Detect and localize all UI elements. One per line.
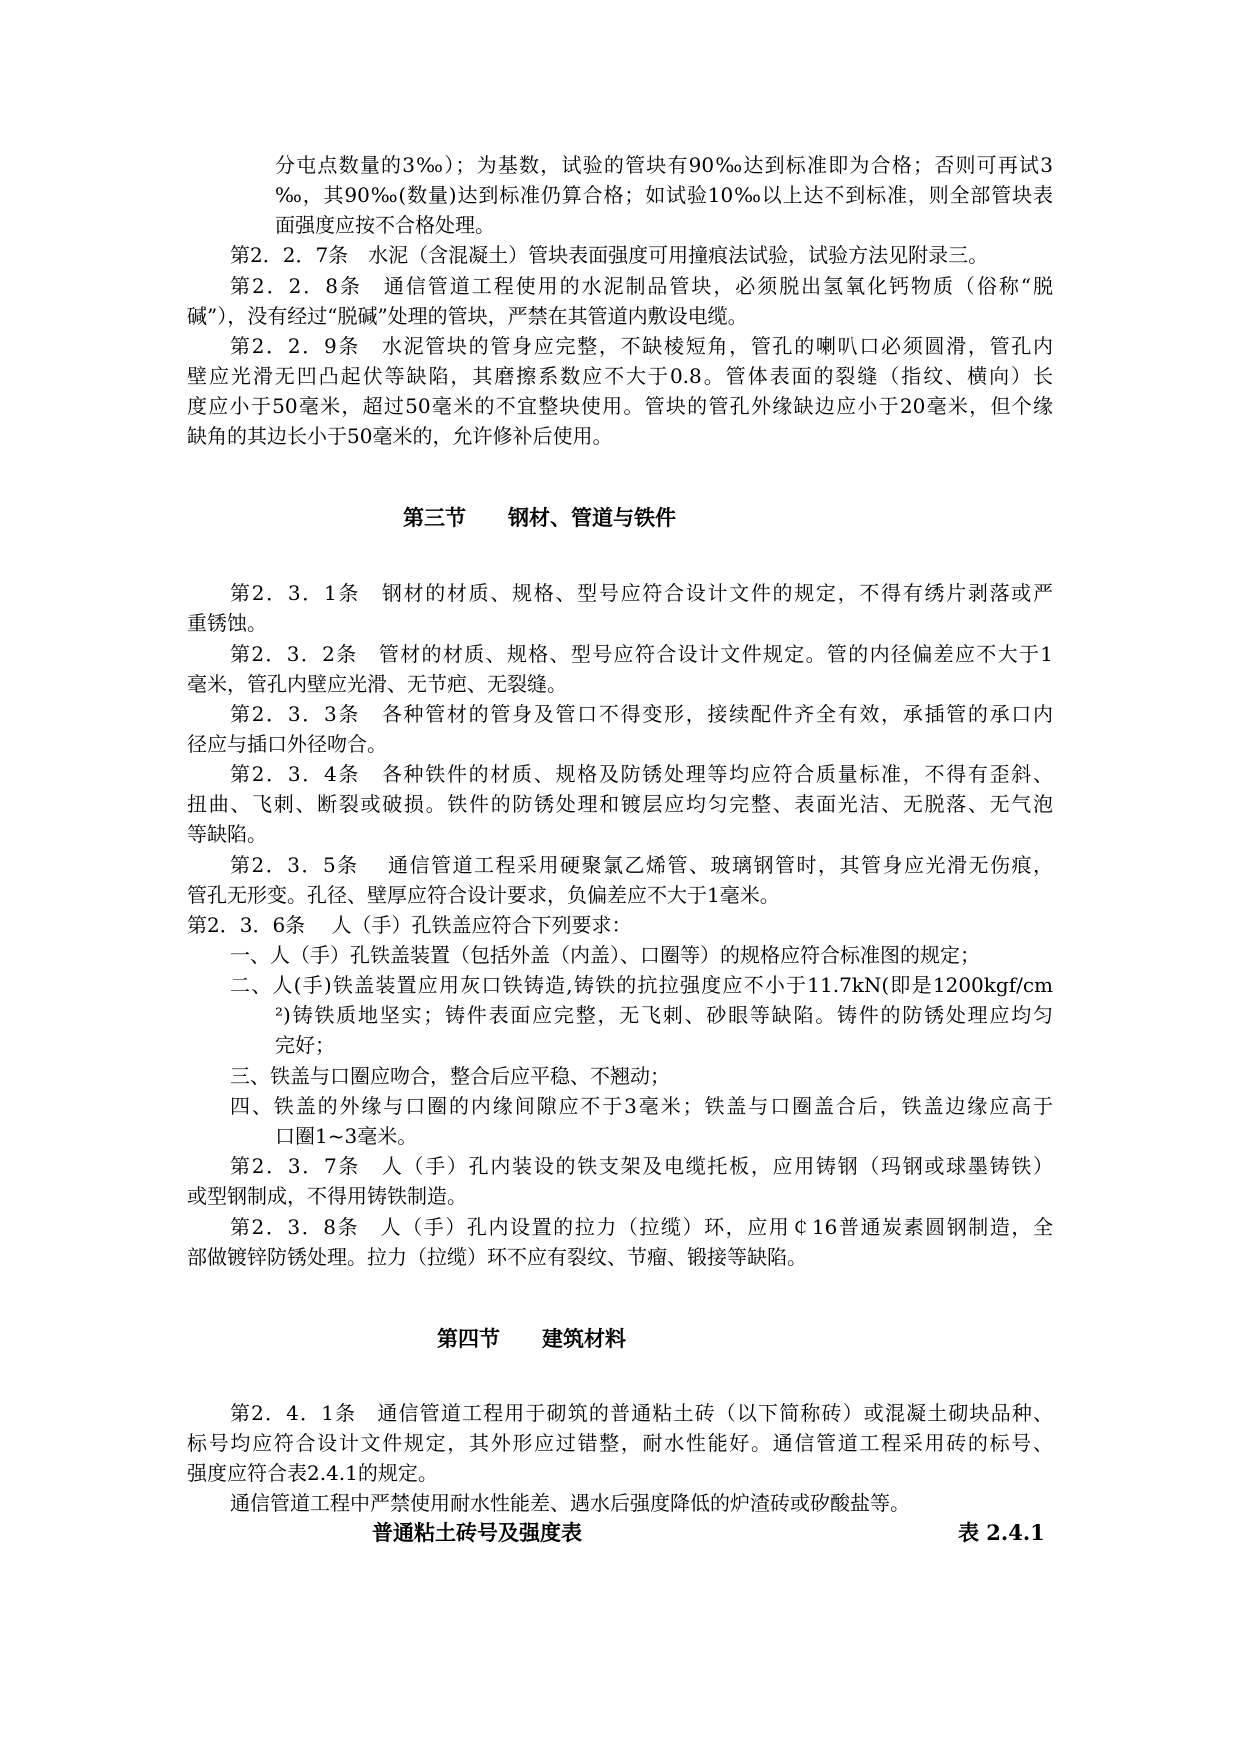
text-line: 通信管道工程中严禁使用耐水性能差、遇水后强度降低的炉渣砖或矽酸盐等。 [230, 1491, 910, 1515]
clause-2-3-1: 第2．3．1条 钢材的材质、规格、型号应符合设计文件的规定，不得有绣片剥落或严 [230, 581, 1053, 605]
text-line: 扭曲、飞刺、断裂或破损。铁件的防锈处理和镀层应均匀完整、表面光洁、无脱落、无气泡 [187, 792, 1053, 816]
list-item-3: 三、铁盖与口圈应吻合，整合后应平稳、不翘动； [230, 1064, 670, 1088]
section-heading-4: 第四节 建筑材料 [437, 1326, 626, 1351]
clause-2-3-4: 第2．3．4条 各种铁件的材质、规格及防锈处理等均应符合质量标准，不得有歪斜、 [230, 762, 1053, 786]
text-line: 重锈蚀。 [187, 611, 267, 635]
text-line: 等缺陷。 [187, 822, 267, 846]
text-line: 毫米，管孔内壁应光滑、无节疤、无裂缝。 [187, 672, 567, 696]
text-line: 口圈1~3毫米。 [275, 1124, 418, 1148]
table-caption: 普通粘土砖号及强度表 [372, 1520, 582, 1545]
text-line: ²)铸铁质地坚实；铸件表面应完整，无飞刺、砂眼等缺陷。铸件的防锈处理应均匀 [275, 1003, 1053, 1027]
text-line: 或型钢制成，不得用铸铁制造。 [187, 1184, 467, 1208]
list-item-4: 四、铁盖的外缘与口圈的内缘间隙应不于3毫米；铁盖与口圈盖合后，铁盖边缘应高于 [230, 1094, 1053, 1118]
text-line: ‰，其90‰(数量)达到标准仍算合格；如试验10‰以上达不到标准，则全部管块表 [275, 183, 1053, 207]
clause-2-2-7: 第2．2．7条 水泥（含混凝土）管块表面强度可用撞痕法试验，试验方法见附录三。 [230, 243, 989, 267]
list-item-1: 一、人（手）孔铁盖装置（包括外盖（内盖）、口圈等）的规格应符合标准图的规定； [230, 943, 980, 967]
clause-2-3-8: 第2．3．8条 人（手）孔内设置的拉力（拉缆）环，应用￠16普通炭素圆钢制造，全 [230, 1215, 1053, 1239]
clause-2-3-2: 第2．3．2条 管材的材质、规格、型号应符合设计文件规定。管的内径偏差应不大于1 [230, 642, 1053, 666]
clause-2-3-5: 第2．3．5条 通信管道工程采用硬聚氯乙烯管、玻璃钢管时，其管身应光滑无伤痕， [230, 853, 1053, 877]
clause-2-3-7: 第2．3．7条 人（手）孔内装设的铁支架及电缆托板，应用铸钢（玛钢或球墨铸铁） [230, 1154, 1053, 1178]
text-line: 缺角的其边长小于50毫米的，允许修补后使用。 [187, 424, 613, 448]
clause-2-2-9: 第2．2．9条 水泥管块的管身应完整，不缺棱短角，管孔的喇叭口必须圆滑，管孔内 [230, 334, 1053, 358]
text-line: 完好； [275, 1033, 335, 1057]
section-heading-3: 第三节 钢材、管道与铁件 [403, 505, 676, 530]
text-line: 径应与插口外径吻合。 [187, 732, 387, 756]
text-line: 面强度应按不合格处理。 [275, 213, 495, 237]
clause-2-3-6: 第2．3．6条 人（手）孔铁盖应符合下列要求： [187, 913, 632, 937]
text-line: 标号均应符合设计文件规定，其外形应过错整，耐水性能好。通信管道工程采用砖的标号、 [187, 1431, 1053, 1455]
text-line: 管孔无形变。孔径、壁厚应符合设计要求，负偏差应不大于1毫米。 [187, 883, 780, 907]
text-line: 强度应符合表2.4.1的规定。 [187, 1461, 438, 1485]
text-line: 部做镀锌防锈处理。拉力（拉缆）环不应有裂纹、节瘤、锻接等缺陷。 [187, 1245, 807, 1269]
text-line: 碱”），没有经过“脱碱”处理的管块，严禁在其管道内敷设电缆。 [187, 304, 748, 328]
table-number: 表 2.4.1 [958, 1520, 1045, 1545]
text-line: 度应小于50毫米，超过50毫米的不宜整块使用。管块的管孔外缘缺边应小于20毫米，但个缘 [187, 394, 1053, 418]
clause-2-4-1: 第2．4．1条 通信管道工程用于砌筑的普通粘土砖（以下简称砖）或混凝土砌块品种、 [230, 1401, 1053, 1425]
text-line: 分屯点数量的3‰）；为基数，试验的管块有90‰达到标准即为合格；否则可再试3 [275, 153, 1053, 177]
list-item-2: 二、人(手)铁盖装置应用灰口铁铸造,铸铁的抗拉强度应不小于11.7kN(即是1200kgf/cm [230, 973, 1053, 997]
clause-2-2-8: 第2．2．8条 通信管道工程使用的水泥制品管块，必须脱出氢氧化钙物质（俗称“脱 [230, 274, 1053, 298]
text-line: 壁应光滑无凹凸起伏等缺陷，其磨擦系数应不大于0.8。管体表面的裂缝（指纹、横向）长 [187, 364, 1053, 388]
clause-2-3-3: 第2．3．3条 各种管材的管身及管口不得变形，接续配件齐全有效，承插管的承口内 [230, 702, 1053, 726]
